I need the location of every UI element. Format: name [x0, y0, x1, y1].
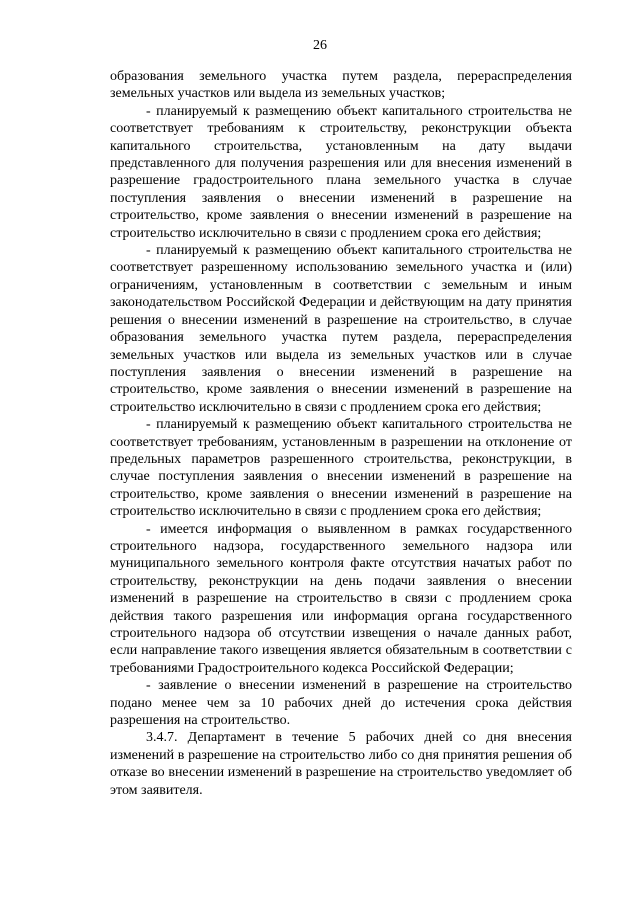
paragraph-list-item: - планируемый к размещению объект капитального строительства не соответствует разрешенному использованию земельного участка и (или) ограничениям, установленным в соответствии с земельным и иным законодательством Российской Федерации и действующим на дату принятия решения о внесении изменений в разрешение на строительство, в случае образования земельного участка путем раздела, перераспределения земельных участков или выдела из земельных участков или в случае поступления заявления о внесении изменений в разрешение на строительство, кроме заявления о внесении изменений в разрешение на строительство исключительно в связи с продлением срока его действия; [110, 243, 572, 415]
page-number: 26 [313, 38, 327, 53]
paragraph-list-item: - заявление о внесении изменений в разрешение на строительство подано менее чем за 10 рабочих дней до истечения срока действия разрешения на строительство. [110, 678, 572, 729]
paragraph-list-item: - планируемый к размещению объект капитального строительства не соответствует требованиям к строительству, реконструкции объекта капитального строительства, установленным на дату выдачи представленного для получения разрешения или для внесения изменений в разрешение градостроительного плана земельного участка в случае поступления заявления о внесении изменений в разрешение на строительство, кроме заявления о внесении изменений в разрешение на строительство исключительно в связи с продлением срока его действия; [110, 103, 572, 241]
paragraph-section-3-4-7: 3.4.7. Департамент в течение 5 рабочих дней со дня внесения изменений в разрешение на строительство либо со дня принятия решения об отказе во внесении изменений в разрешение на строительство уведомляет об этом заявителя. [110, 730, 572, 798]
document-body [110, 68, 572, 799]
paragraph-list-item: - имеется информация о выявленном в рамках государственного строительного надзора, государственного земельного надзора или муниципального земельного контроля факте отсутствия начатых работ по строительству, реконструкции на день подачи заявления о внесении изменений в разрешение на строительство в связи с продлением срока действия такого разрешения или информация органа государственного строительного надзора об отсутствии извещения о начале данных работ, если направление такого извещения является обязательным в соответствии с требованиями Градостроительного кодекса Российской Федерации; [110, 521, 572, 676]
paragraph-continuation: образования земельного участка путем раздела, перераспределения земельных участков или выдела из земельных участков; [110, 69, 572, 102]
paragraph-list-item: - планируемый к размещению объект капитального строительства не соответствует требованиям, установленным в разрешении на отклонение от предельных параметров разрешенного строительства, реконструкции, в случае поступления заявления о внесении изменений в разрешение на строительство, кроме заявления о внесении изменений в разрешение на строительство исключительно в связи с продлением срока его действия; [110, 417, 572, 520]
